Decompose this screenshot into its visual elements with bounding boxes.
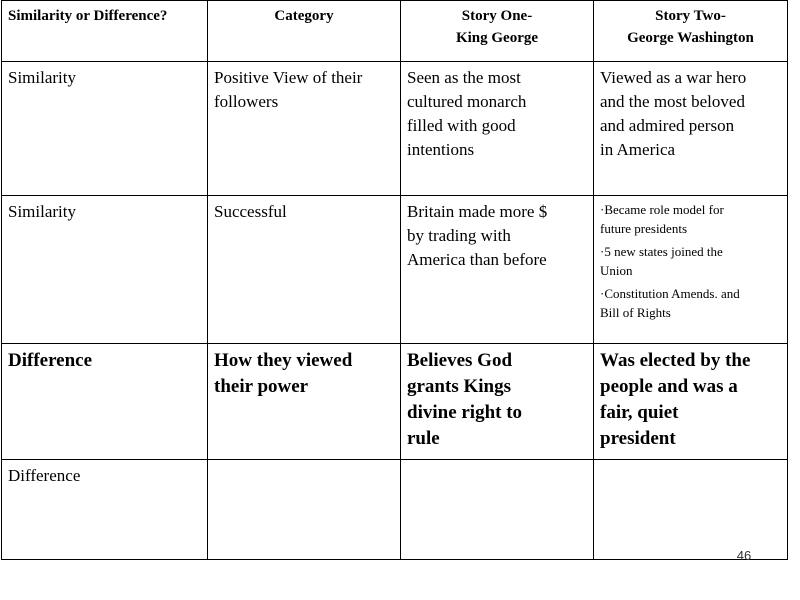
cell-text: Bill of Rights [600,305,671,320]
cell-text: ·5 new states joined the [600,244,723,259]
cell-text: Similarity [8,202,76,221]
bullet-point [600,284,781,322]
cell-text: Believes God [407,350,513,371]
cell-text: in America [600,140,676,159]
type-cell [2,62,208,196]
header-text: Story Two- [655,8,726,24]
cell-text: Positive View of their [214,68,363,87]
cell-text: Was elected by the [600,350,751,371]
cell-text: by trading with [407,226,511,245]
cell-text: Viewed as a war hero [600,68,747,87]
cell-text: Difference [8,350,93,371]
cell-text: intentions [407,140,475,159]
comparison-table [1,0,788,560]
header-category [208,1,401,62]
header-text: Similarity or Difference? [8,8,168,24]
cell-text: followers [214,92,279,111]
header-row [2,1,788,62]
category-cell [208,62,401,196]
table-row [2,196,788,344]
story-two-cell [594,460,788,560]
cell-text: president [600,428,676,449]
cell-text: future presidents [600,221,688,236]
story-one-cell [401,62,594,196]
header-story-two [594,1,788,62]
header-text: Category [274,8,334,24]
cell-text: rule [407,428,440,449]
category-cell [208,460,401,560]
story-two-cell [594,344,788,460]
story-one-cell [401,196,594,344]
cell-text: cultured monarch [407,92,527,111]
cell-text: grants Kings [407,376,511,397]
cell-text: Successful [214,202,287,221]
cell-text: divine right to [407,402,523,423]
cell-text: ·Became role model for [600,202,724,217]
cell-text: Britain made more $ [407,202,548,221]
cell-text: Union [600,263,633,278]
cell-text: and the most beloved [600,92,745,111]
cell-text: fair, quiet [600,402,679,423]
cell-text: their power [214,376,309,397]
table-row [2,62,788,196]
cell-text: Similarity [8,68,76,87]
cell-text: and admired person [600,116,735,135]
type-cell [2,344,208,460]
type-cell [2,460,208,560]
story-one-cell [401,460,594,560]
category-cell [208,344,401,460]
header-text: King George [455,30,539,46]
cell-text: America than before [407,250,547,269]
header-text: Story One- [461,8,533,24]
cell-text: people and was a [600,376,738,397]
page-number: 46 [736,548,752,563]
cell-text: ·Constitution Amends. and [600,286,740,301]
table-row [2,344,788,460]
cell-text: How they viewed [214,350,353,371]
story-one-cell [401,344,594,460]
category-cell [208,196,401,344]
header-similarity-or-difference [2,1,208,62]
bullet-point [600,242,781,280]
header-text: George Washington [627,30,754,46]
header-story-one [401,1,594,62]
story-two-cell [594,62,788,196]
type-cell [2,196,208,344]
cell-text: filled with good [407,116,516,135]
table-row [2,460,788,560]
cell-text: Seen as the most [407,68,521,87]
cell-text: Difference [8,466,81,485]
bullet-point [600,200,781,238]
story-two-cell [594,196,788,344]
